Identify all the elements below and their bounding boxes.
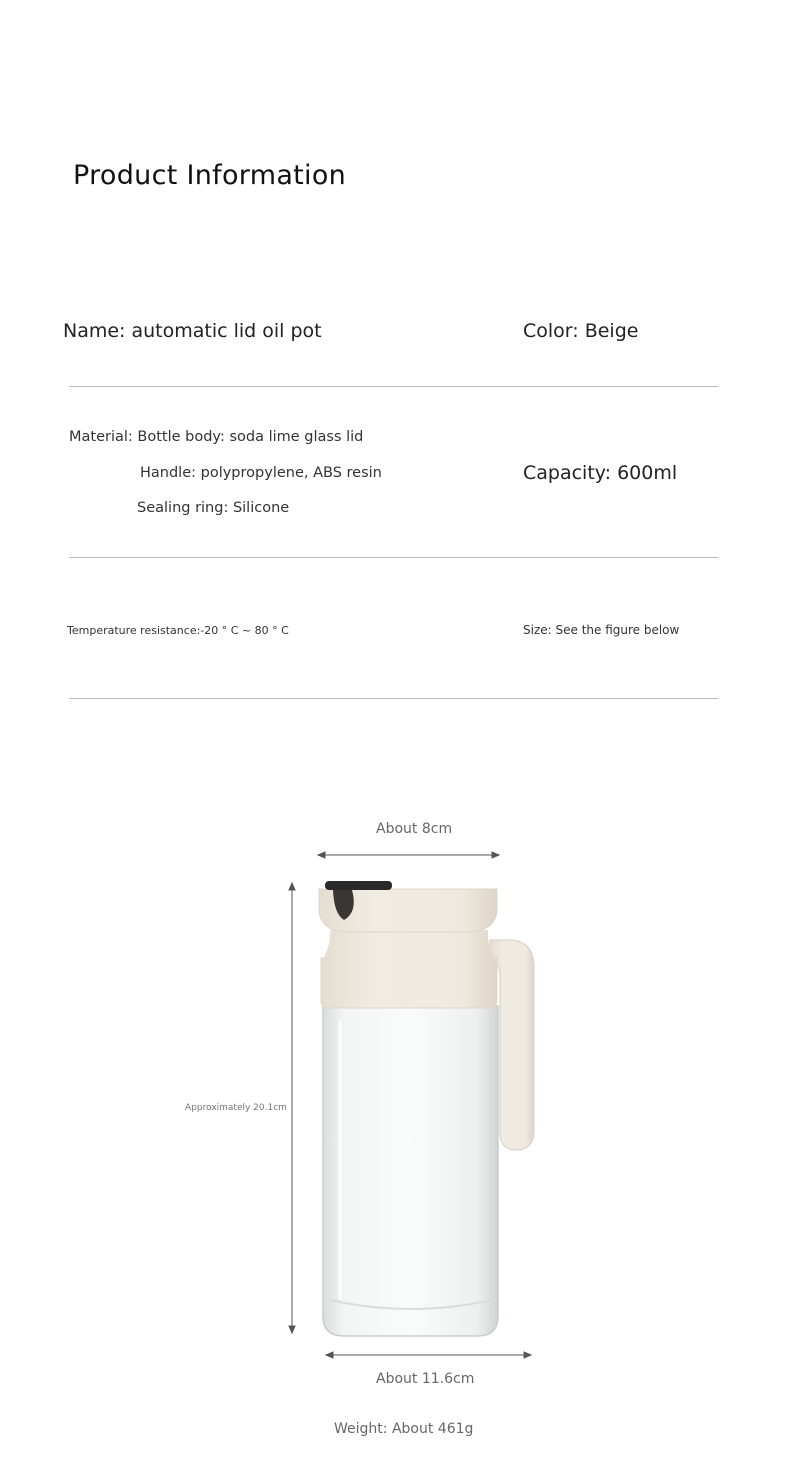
- product-capacity: Capacity: 600ml: [523, 462, 678, 484]
- lid-collar: [321, 958, 497, 1008]
- spout-cap: [325, 881, 392, 890]
- product-weight: Weight: About 461g: [334, 1421, 474, 1437]
- page-title: Product Information: [73, 160, 347, 191]
- dimension-height: Approximately 20.1cm: [185, 1103, 287, 1113]
- temperature-resistance: Temperature resistance:-20 ° C ~ 80 ° C: [67, 624, 289, 637]
- material-line-body: Material: Bottle body: soda lime glass lid: [69, 429, 364, 445]
- material-line-sealing: Sealing ring: Silicone: [137, 500, 290, 516]
- width-top-arrow: [318, 852, 499, 858]
- width-bottom-arrow: [326, 1352, 531, 1358]
- product-size: Size: See the figure below: [523, 623, 680, 637]
- product-name: Name: automatic lid oil pot: [63, 320, 322, 342]
- height-arrow: [289, 883, 295, 1333]
- dimension-width-top: About 8cm: [376, 821, 453, 837]
- dimension-width-bottom: About 11.6cm: [376, 1371, 475, 1387]
- glass-body: [323, 1006, 498, 1336]
- product-color: Color: Beige: [523, 320, 639, 342]
- material-line-handle: Handle: polypropylene, ABS resin: [140, 465, 382, 481]
